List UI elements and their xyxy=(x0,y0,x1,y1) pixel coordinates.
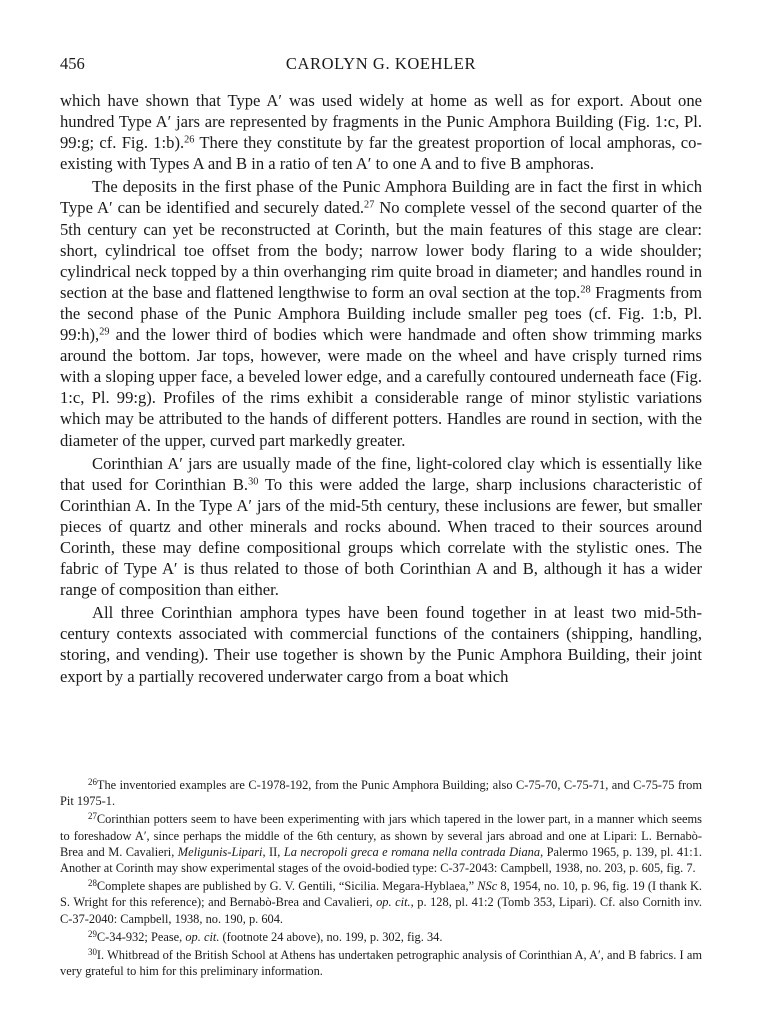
page-header xyxy=(60,54,702,76)
body-text xyxy=(60,90,702,687)
running-head-author: CAROLYN G. KOEHLER xyxy=(285,54,477,73)
footnote-ref[interactable]: 27 xyxy=(364,199,375,211)
footnote: $^{26}$The inventoried examples are C-1978-192, from the Punic Amphora Building; also C-75-70, C-75-71, and C-75-75 from Pit 1975-1. xyxy=(60,776,702,809)
footnote: $^{29}$C-34-932; Pease, op. cit. (footnote 24 above), no. 199, p. 302, fig. 34. xyxy=(88,928,443,944)
footnote-number: 27 xyxy=(88,811,97,822)
footnote-number: 29 xyxy=(88,928,97,939)
footnote-ref[interactable]: 26 xyxy=(184,134,195,146)
footnote-ref[interactable]: 28 xyxy=(580,284,591,296)
footnote: $^{28}$Complete shapes are published by G. V. Gentili, “Sicilia. Megara-Hyblaea,” NSc 8, 1954, no. 10, p. 96, fig. 19 (I thank K. S. Wright for this reference); and Bernabò-Brea and Cavalieri, op. cit., p. 128, pl. 41:2 (Tomb 353, Lipari). Cf. also Cornith inv. C-37-2040: Campbell, 1938, no. 190, p. 604. xyxy=(60,878,702,926)
footnote-number: 28 xyxy=(88,878,97,889)
footnote: $^{27}$Corinthian potters seem to have been experimenting with jars which tapered in the lower part, in a manner which seems to foreshadow A′, since perhaps the middle of the 6th century, as shown by several jars abroad and one at Lipari: L. Bernabò-Brea and M. Cavalieri, Meligunis-Lipari, II, La necropoli greca e romana nella contrada Diana, Palermo 1965, p. 139, pl. 41:1. Another at Corinth may show experimental stages of the ovoid-bodied type: C-37-2043: Campbell, 1938, no. 203, p. 605, fig. 7. xyxy=(60,811,702,876)
footnote-number: 26 xyxy=(88,776,97,787)
paragraph: All three Corinthian amphora types have been found together in at least two mid-5th-century contexts associated with commercial functions of the containers (shipping, handling, storing, and vending). Their use together is shown by the Punic Amphora Building, their joint export by a partially recovered underwater cargo from a boat which xyxy=(60,603,702,686)
footnote: $^{30}$I. Whitbread of the British School at Athens has undertaken petrographic analysis of Corinthian A, A′, and B fabrics. I am very grateful to him for this preliminary information. xyxy=(60,947,702,979)
footnote-ref[interactable]: 29 xyxy=(99,326,110,338)
footnote-ref[interactable]: 30 xyxy=(248,476,259,488)
footnote-number: 30 xyxy=(88,947,97,958)
paragraph: The deposits in the first phase of the Punic Amphora Building are in fact the first in which Type A′ can be identified and securely dated.$^{27}$ No complete vessel of the second quarter of the 5th century can yet be reconstructed at Corinth, but the main features of this stage are clear: short, cylindrical toe offset from the body; narrow lower body flaring to a wide shoulder; cylindrical neck topped by a thin overhanging rim quite broad in diameter; and handles round in section at the base and flattened lengthwise to form an oval section at the top.$^{28}$ Fragments from the second phase of the Punic Amphora Building include smaller peg toes (cf. Fig. 1:b, Pl. 99:h),$^{29}$ and the lower third of bodies which were handmade and often show trimming marks around the bottom. Jar tops, however, were made on the wheel and have crisply turned rims with a sloping upper face, a beveled lower edge, and a carefully contoured underneath face (Fig. 1:c, Pl. 99:g). Profiles of the rims exhibit a considerable range of minor stylistic variations which may be attributed to the hands of different potters. Handles are round in section, with the diameter of the upper, curved part markedly greater. xyxy=(60,177,702,450)
paragraph: which have shown that Type A′ was used widely at home as well as for export. About one hundred Type A′ jars are represented by fragments in the Punic Amphora Building (Fig. 1:c, Pl. 99:g; cf. Fig. 1:b).$^{26}$ There they constitute by far the greatest proportion of local amphoras, co-existing with Types A and B in a ratio of ten A′ to one A and to five B amphoras. xyxy=(60,91,702,174)
page-number: 456 xyxy=(60,54,85,73)
footnotes xyxy=(60,777,702,981)
paragraph: Corinthian A′ jars are usually made of the fine, light-colored clay which is essentially like that used for Corinthian B.$^{30}$ To this were added the large, sharp inclusions characteristic of Corinthian A. In the Type A′ jars of the mid-5th century, these inclusions are fewer, but smaller pieces of quartz and other minerals and rocks abound. When traced to their sources around Corinth, these may define compositional groups which correlate with the stylistic ones. The fabric of Type A′ is thus related to those of both Corinthian A and B, although it has a wider range of composition than either. xyxy=(60,453,702,600)
